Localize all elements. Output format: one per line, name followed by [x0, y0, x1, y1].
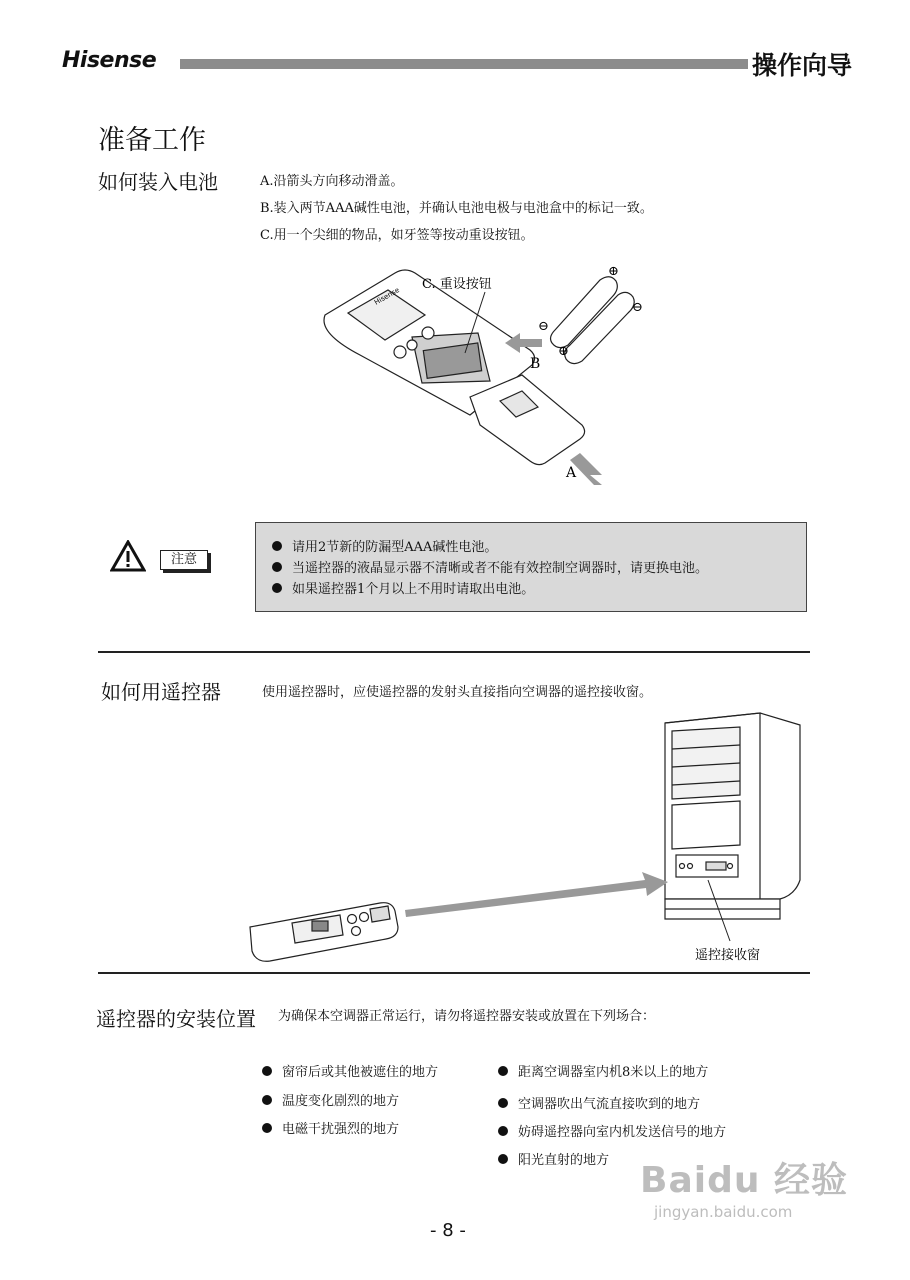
placement-item-left	[262, 1090, 399, 1109]
section-divider	[98, 972, 810, 974]
usage-heading: 如何用遥控器	[101, 680, 221, 704]
placement-item-text: 窗帘后或其他被遮住的地方	[282, 1065, 439, 1080]
placement-item-text: 温度变化剧烈的地方	[282, 1094, 400, 1109]
placement-item-right	[498, 1061, 708, 1080]
reset-label: C. 重设按钮	[422, 277, 492, 292]
watermark-sub: jingyan.baidu.com	[654, 1203, 793, 1221]
notice-item-text: 请用2节新的防漏型AAA碱性电池。	[292, 540, 498, 555]
battery-step-a: A.沿箭头方向移动滑盖。	[260, 174, 404, 189]
section-title: 准备工作	[98, 125, 206, 156]
label-a: A	[566, 465, 577, 481]
placement-item-text: 妨碍遥控器向室内机发送信号的地方	[518, 1125, 727, 1140]
header-bar	[180, 59, 748, 69]
battery-step-c: C.用一个尖细的物品，如牙签等按动重设按钮。	[260, 228, 534, 243]
placement-item-right	[498, 1121, 726, 1140]
bullet-icon	[498, 1066, 508, 1076]
watermark	[640, 1152, 848, 1221]
placement-item-text: 阳光直射的地方	[518, 1153, 610, 1168]
notice-box	[255, 522, 807, 612]
usage-text: 使用遥控器时，应使遥控器的发射头直接指向空调器的遥控接收窗。	[262, 685, 653, 700]
bullet-icon	[498, 1154, 508, 1164]
placement-item-text: 空调器吹出气流直接吹到的地方	[518, 1097, 701, 1112]
minus-sign-right: ⊖	[632, 300, 643, 315]
notice-item	[272, 536, 497, 555]
placement-heading: 遥控器的安装位置	[96, 1007, 256, 1031]
warning-triangle-icon	[110, 540, 146, 572]
bullet-icon	[262, 1095, 272, 1105]
battery-illustration	[300, 255, 660, 495]
section-divider	[98, 651, 810, 653]
minus-sign-left: ⊖	[538, 319, 549, 334]
bullet-icon	[272, 583, 282, 593]
notice-label: 注意	[160, 550, 208, 570]
watermark-main: Baidu 经验	[640, 1160, 849, 1201]
placement-item-right	[498, 1093, 700, 1112]
bullet-icon	[262, 1123, 272, 1133]
remote-brand-label: Hisense	[373, 286, 401, 307]
placement-item-left	[262, 1118, 399, 1137]
header-title: 操作向导	[752, 51, 853, 80]
signal-arrow	[405, 872, 668, 917]
bullet-icon	[498, 1098, 508, 1108]
battery-step-b: B.装入两节AAA碱性电池，并确认电池电极与电池盒中的标记一致。	[260, 201, 653, 216]
placement-item-right	[498, 1149, 609, 1168]
placement-item-text: 距离空调器室内机8米以上的地方	[518, 1065, 709, 1080]
placement-intro: 为确保本空调器正常运行，请勿将遥控器安装或放置在下列场合：	[278, 1009, 656, 1024]
bullet-icon	[498, 1126, 508, 1136]
receiver-label: 遥控接收窗	[695, 948, 761, 963]
notice-item-text: 如果遥控器1个月以上不用时请取出电池。	[292, 582, 535, 597]
page-number: - 8 -	[430, 1220, 466, 1241]
notice-item-text: 当遥控器的液晶显示器不清晰或者不能有效控制空调器时，请更换电池。	[292, 561, 709, 576]
bullet-icon	[262, 1066, 272, 1076]
label-b: B	[530, 356, 541, 372]
notice-item	[272, 578, 534, 597]
indoor-unit	[665, 713, 800, 919]
handheld-remote	[250, 903, 398, 962]
plus-sign-top: ⊕	[608, 264, 619, 279]
brand-logo: Hisense	[62, 48, 157, 73]
usage-illustration	[240, 705, 820, 967]
placement-item-left	[262, 1061, 438, 1080]
bullet-icon	[272, 562, 282, 572]
placement-item-text: 电磁干扰强烈的地方	[282, 1122, 400, 1137]
notice-item	[272, 557, 708, 576]
battery-heading: 如何装入电池	[98, 170, 218, 194]
plus-sign-bottom: ⊕	[558, 344, 569, 359]
bullet-icon	[272, 541, 282, 551]
